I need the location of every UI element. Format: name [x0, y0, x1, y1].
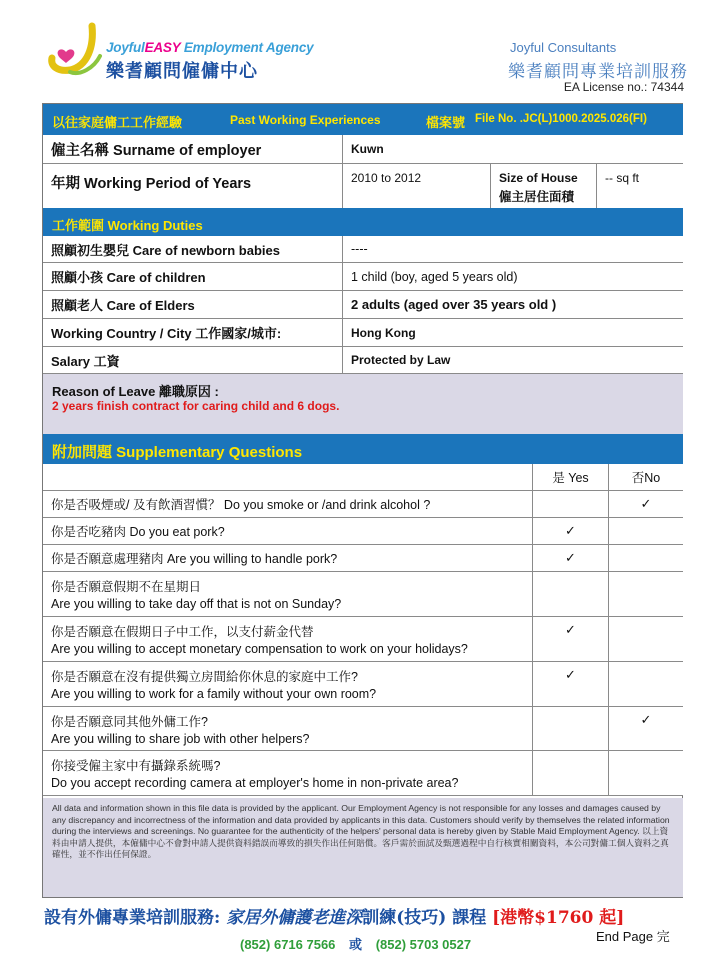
reason-of-leave-label: Reason of Leave 離職原因 : — [52, 384, 219, 399]
no-checkbox[interactable] — [608, 572, 683, 616]
no-checkbox[interactable] — [608, 545, 683, 571]
question-cn: 你是否願意在假期日子中工作，以支付薪金代替 — [51, 625, 314, 639]
consultants-name-cn: 樂耆顧問專業培訓服務 — [508, 62, 688, 81]
question-text — [43, 707, 532, 750]
working-duties-header — [43, 208, 683, 236]
question-row — [43, 491, 683, 518]
house-size-label-cn: 僱主居住面積 — [499, 190, 575, 204]
question-text — [43, 617, 532, 661]
question-cn: 你是否吸煙或/ 及有飲酒習慣？ Do you smoke or /and drink alcohol ? — [51, 498, 431, 512]
yes-checkbox[interactable] — [532, 707, 608, 750]
house-size-value: -- sq ft — [596, 164, 683, 208]
working-duties-title: 工作範圍 Working Duties — [52, 218, 203, 233]
question-row — [43, 572, 683, 617]
duty-row — [43, 236, 683, 263]
question-cn: 你是否願意假期不在星期日 — [51, 580, 202, 594]
no-checkbox[interactable]: ✓ — [608, 491, 683, 517]
working-period-label: 年期 Working Period of Years — [51, 176, 252, 192]
employer-surname-value: Kuwn — [342, 135, 683, 163]
brand-name-cn: 樂耆顧問僱傭中心 — [106, 61, 258, 81]
question-en: Are you willing to take day off that is not on Sunday? — [51, 597, 342, 611]
yes-checkbox[interactable] — [532, 572, 608, 616]
supplementary-title: 附加問題 Supplementary Questions — [52, 444, 303, 461]
working-period-value: 2010 to 2012 — [342, 164, 490, 208]
house-size-label-en: Size of House — [499, 171, 578, 185]
no-checkbox[interactable] — [608, 617, 683, 661]
question-text — [43, 518, 532, 544]
working-period-row — [43, 164, 683, 208]
duty-label: 照顧小孩 Care of children — [51, 270, 206, 285]
no-checkbox[interactable] — [608, 518, 683, 544]
section-title-en: Past Working Experiences — [230, 113, 381, 127]
employer-surname-label: 僱主名稱 Surname of employer — [51, 142, 262, 159]
question-en: Are you willing to work for a family without your own room? — [51, 687, 377, 701]
question-cn: 你是否願意同其他外傭工作? — [51, 714, 208, 729]
no-checkbox[interactable] — [608, 662, 683, 706]
disclaimer-text: All data and information shown in this file data is provided by the applicant. Our Employment Agency is not responsible for any losses and damages caused by any discrepancy and incorrectness of the information and data provided by applicants in this data. Customers should verify by themselves the related information during the interviews and screenings. No guarantee for the authenticity of the helpers' personal data is hereby given by Stable Maid Employment Agency. 以上資料由申請人提供，本僱傭中心不會對申請人提供資料錯誤而導致的損失作出任何賠償。客戶需於面試及甄選過程中自行核實相關資料，本公司對傭工個人資料之真確性，並不作出任何保證。 — [43, 798, 683, 897]
duty-row — [43, 347, 683, 374]
question-text — [43, 751, 532, 795]
ea-license: EA License no.: 74344 — [563, 80, 684, 94]
yes-checkbox[interactable]: ✓ — [532, 518, 608, 544]
house-size-label — [490, 164, 596, 208]
question-cn: 你是否願意在沒有提供獨立房間給你休息的家庭中工作? — [51, 670, 358, 684]
duty-row — [43, 263, 683, 291]
file-label-cn: 檔案號 — [426, 115, 466, 130]
yes-checkbox[interactable] — [532, 751, 608, 795]
duty-value: 2 adults (aged over 35 years old ) — [342, 291, 683, 318]
question-en: Do you accept recording camera at employer's home in non-private area? — [51, 776, 459, 790]
question-text — [43, 572, 532, 616]
no-checkbox[interactable] — [608, 751, 683, 795]
question-en: Are you willing to accept monetary compensation to work on your holidays? — [51, 642, 468, 656]
duty-label: 照顧老人 Care of Elders — [51, 298, 195, 313]
question-en: Are you willing to share job with other helpers? — [51, 731, 310, 746]
yes-checkbox[interactable]: ✓ — [532, 662, 608, 706]
no-checkbox[interactable]: ✓ — [608, 707, 683, 750]
question-row — [43, 707, 683, 751]
duty-value: Hong Kong — [342, 319, 683, 346]
question-row — [43, 545, 683, 572]
no-column-header: 否No — [608, 464, 683, 490]
employer-surname-row — [43, 135, 683, 164]
reason-of-leave-value: 2 years finish contract for caring child and 6 dogs. — [52, 399, 340, 413]
duty-row — [43, 319, 683, 347]
question-row — [43, 751, 683, 796]
yes-checkbox[interactable]: ✓ — [532, 545, 608, 571]
duty-label: 照顧初生嬰兒 Care of newborn babies — [51, 242, 280, 258]
brand-name-en: JoyfulEASY Employment Agency — [106, 40, 314, 55]
section-title-cn: 以往家庭傭工工作經驗 — [52, 115, 183, 130]
supplementary-header — [43, 434, 683, 464]
past-experience-header — [43, 104, 683, 135]
question-text — [43, 545, 532, 571]
yes-no-header-row — [43, 464, 683, 491]
duty-row — [43, 291, 683, 319]
duty-value: 1 child (boy, aged 5 years old) — [342, 263, 683, 290]
file-number: File No. .JC(L)1000.2025.026(FI) — [475, 113, 647, 125]
yes-checkbox[interactable]: ✓ — [532, 617, 608, 661]
contact-phones — [240, 934, 471, 953]
question-text — [43, 662, 532, 706]
phone-number-2[interactable]: (852) 5703 0527 — [375, 937, 472, 952]
end-page-label: End Page 完 — [596, 929, 670, 944]
duty-label: Salary 工資 — [51, 353, 120, 369]
or-text: 或 — [349, 937, 363, 952]
joyful-logo-icon — [44, 22, 106, 80]
question-cn: 你接受僱主家中有攝錄系統嗎? — [51, 759, 221, 773]
question-cn: 你是否吃豬肉 Do you eat pork? — [51, 525, 225, 539]
question-row — [43, 617, 683, 662]
duty-value: ---- — [342, 236, 683, 262]
reason-of-leave — [43, 374, 683, 434]
question-cn: 你是否願意處理豬肉 Are you willing to handle pork? — [51, 552, 338, 566]
question-row — [43, 662, 683, 707]
duty-value: Protected by Law — [342, 347, 683, 373]
phone-number-1[interactable]: (852) 6716 7566 — [240, 937, 336, 952]
yes-checkbox[interactable] — [532, 491, 608, 517]
question-header-blank — [43, 464, 532, 490]
yes-column-header: 是 Yes — [532, 464, 608, 490]
question-text — [43, 491, 532, 517]
consultants-name-en: Joyful Consultants — [510, 40, 617, 55]
training-service-banner: 設有外傭專業培訓服務: 家居外傭護老進深訓練(技巧) 課程 [港幣$1760 起] — [44, 908, 625, 928]
duty-label: Working Country / City 工作國家/城市: — [51, 326, 282, 341]
question-row — [43, 518, 683, 545]
